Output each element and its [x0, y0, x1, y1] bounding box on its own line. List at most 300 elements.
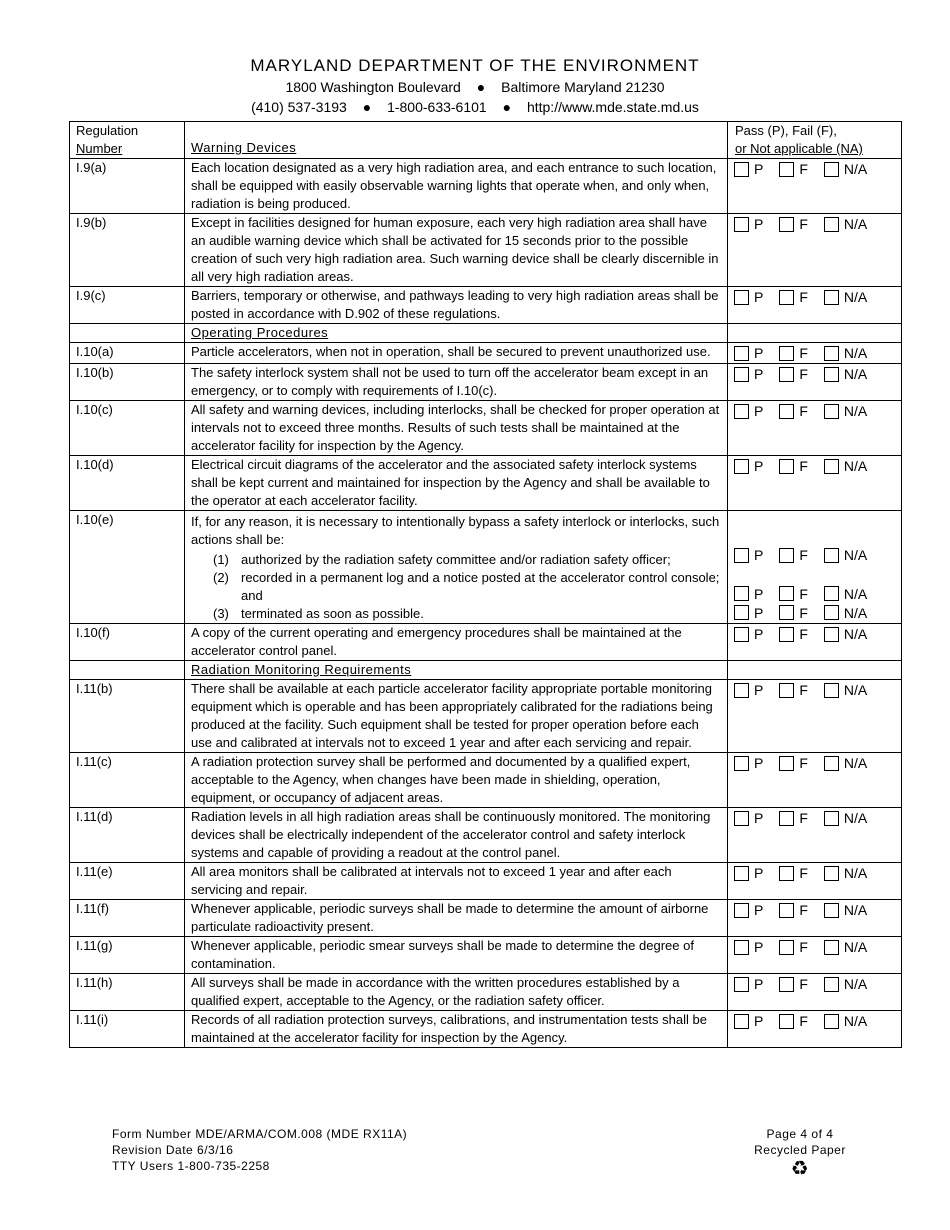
table-row — [70, 680, 902, 753]
checkbox-f[interactable] — [779, 683, 794, 698]
option-f — [779, 604, 808, 622]
checkbox-label-f: F — [799, 604, 808, 621]
section-heading-operating: Operating Procedures — [185, 324, 728, 343]
checkbox-f[interactable] — [779, 866, 794, 881]
pass-fail-line — [734, 1011, 895, 1031]
agency-title: MARYLAND DEPARTMENT OF THE ENVIRONMENT — [250, 56, 700, 75]
checkbox-label-f: F — [799, 403, 808, 419]
checkbox-p[interactable] — [734, 459, 749, 474]
regulation-number: I.11(e) — [70, 863, 185, 900]
checkbox-f[interactable] — [779, 977, 794, 992]
checkbox-label-f: F — [799, 865, 808, 881]
regulation-number: I.9(b) — [70, 214, 185, 287]
checkbox-p[interactable] — [734, 404, 749, 419]
checkbox-na[interactable] — [824, 586, 839, 601]
requirement-text: Radiation levels in all high radiation areas shall be continuously monitored. The monitoring devices shall be electrically independent of the accelerator control and safety interlock systems and capable of providing a readout at the control panel. — [185, 808, 728, 863]
regulation-number: I.10(d) — [70, 456, 185, 511]
checkbox-na[interactable] — [824, 1014, 839, 1029]
option-p — [734, 864, 763, 882]
item-number: (3) — [213, 606, 229, 621]
checkbox-f[interactable] — [779, 217, 794, 232]
list-item — [213, 551, 721, 569]
pass-fail-options — [728, 937, 902, 974]
regulation-number: I.11(i) — [70, 1011, 185, 1048]
requirement-text: Records of all radiation protection surveys, calibrations, and instrumentation tests shall be maintained at the accelerator facility for inspection by the Agency. — [185, 1011, 728, 1048]
table-row — [70, 159, 902, 214]
pass-fail-line — [734, 364, 895, 384]
section-row — [70, 324, 902, 343]
checkbox-f[interactable] — [779, 903, 794, 918]
option-p — [734, 1012, 763, 1030]
sub-item-list — [213, 551, 721, 623]
requirement-text: All safety and warning devices, including interlocks, shall be checked for proper operation at intervals not to exceed three months. Results of such tests shall be maintained at the accelerator facility for inspection by the Agency. — [185, 401, 728, 456]
regulation-number: I.11(g) — [70, 937, 185, 974]
option-na — [824, 938, 867, 956]
checkbox-p[interactable] — [734, 977, 749, 992]
inspection-checklist-table — [69, 121, 902, 1048]
checkbox-label-f: F — [799, 289, 808, 305]
checkbox-label-p: P — [754, 939, 764, 955]
checkbox-label-p: P — [754, 1013, 764, 1029]
option-f — [779, 344, 808, 362]
regulation-number-header — [70, 122, 185, 159]
checkbox-f[interactable] — [779, 586, 794, 601]
requirement-text: Each location designated as a very high radiation area, and each entrance to such location, shall be equipped with easily observable warning lights that operate when, and only when, radiation is being produced. — [185, 159, 728, 214]
requirement-text: A radiation protection survey shall be performed and documented by a qualified expert, acceptable to the Agency, when changes have been made in shielding, operation, equipment, or occupancy of adjacent areas. — [185, 753, 728, 808]
letterhead — [0, 55, 950, 117]
street-address: 1800 Washington Boulevard — [285, 79, 461, 95]
table-row — [70, 1011, 902, 1048]
checkbox-label-f: F — [799, 161, 808, 177]
list-item — [213, 605, 721, 623]
checkbox-label-na: N/A — [843, 810, 868, 826]
option-f — [779, 288, 808, 306]
pass-fail-line — [734, 343, 895, 363]
checkbox-na[interactable] — [824, 866, 839, 881]
table-row — [70, 900, 902, 937]
pass-fail-options — [728, 1011, 902, 1048]
regulation-number: I.10(c) — [70, 401, 185, 456]
checkbox-na[interactable] — [824, 940, 839, 955]
option-p — [734, 344, 763, 362]
checkbox-label-p: P — [754, 604, 764, 621]
option-f — [779, 625, 808, 643]
list-item — [213, 569, 721, 605]
pass-fail-options — [728, 900, 902, 937]
checkbox-label-p: P — [754, 547, 764, 563]
item-number: (1) — [213, 552, 229, 567]
regulation-number: I.11(b) — [70, 680, 185, 753]
checkbox-label-na: N/A — [843, 216, 868, 232]
table-row — [70, 974, 902, 1011]
checkbox-na[interactable] — [824, 404, 839, 419]
pass-fail-options — [728, 343, 902, 364]
empty-cell — [728, 324, 902, 343]
regulation-number: I.10(b) — [70, 364, 185, 401]
table-row — [70, 937, 902, 974]
item-number: (2) — [213, 570, 229, 585]
option-f — [779, 365, 808, 383]
table-row — [70, 343, 902, 364]
pass-fail-line — [734, 214, 895, 234]
item-text: recorded in a permanent log and a notice posted at the accelerator control console; and — [241, 570, 720, 603]
phone-number: (410) 537-3193 — [251, 99, 347, 115]
regulation-number: I.11(d) — [70, 808, 185, 863]
checkbox-label-f: F — [799, 810, 808, 826]
option-f — [779, 457, 808, 475]
checkbox-label-p: P — [754, 585, 764, 602]
option-p — [734, 402, 763, 420]
checkbox-f[interactable] — [779, 756, 794, 771]
regulation-number: I.10(f) — [70, 624, 185, 661]
checkbox-label-p: P — [754, 755, 764, 771]
checkbox-f[interactable] — [779, 162, 794, 177]
pass-fail-options — [728, 456, 902, 511]
page-footer — [735, 1126, 865, 1180]
pass-fail-options — [728, 214, 902, 287]
checkbox-na[interactable] — [824, 977, 839, 992]
checkbox-label-p: P — [754, 161, 764, 177]
pass-fail-options-multi — [728, 511, 902, 624]
recycle-icon: ♻ — [790, 1158, 810, 1180]
empty-cell — [70, 324, 185, 343]
checkbox-p[interactable] — [734, 903, 749, 918]
pass-fail-line — [734, 624, 895, 644]
checkbox-label-p: P — [754, 865, 764, 881]
option-na — [824, 1012, 867, 1030]
checkbox-na[interactable] — [824, 162, 839, 177]
checkbox-label-f: F — [799, 366, 808, 382]
checkbox-label-na: N/A — [843, 604, 868, 621]
header-text: Number — [76, 141, 123, 156]
regulation-number: I.10(e) — [70, 511, 185, 624]
checkbox-label-f: F — [799, 755, 808, 771]
table-row — [70, 863, 902, 900]
checkbox-label-na: N/A — [843, 682, 868, 698]
option-p — [734, 215, 763, 233]
revision-date: Revision Date 6/3/16 — [112, 1143, 234, 1157]
checkbox-label-na: N/A — [843, 976, 868, 992]
regulation-number: I.10(a) — [70, 343, 185, 364]
option-f — [779, 402, 808, 420]
option-na — [824, 809, 867, 827]
checkbox-f[interactable] — [779, 346, 794, 361]
checkbox-p[interactable] — [734, 217, 749, 232]
header-text: Warning Devices — [191, 140, 297, 155]
pass-fail-options — [728, 808, 902, 863]
pass-fail-options — [728, 753, 902, 808]
option-p — [734, 546, 763, 564]
checkbox-label-na: N/A — [843, 161, 868, 177]
pass-fail-line — [734, 456, 895, 476]
checkbox-f[interactable] — [779, 1014, 794, 1029]
table-row — [70, 287, 902, 324]
checkbox-label-f: F — [799, 585, 808, 602]
requirement-text: Whenever applicable, periodic surveys shall be made to determine the amount of airborne particulate radioactivity present. — [185, 900, 728, 937]
pass-fail-options — [728, 401, 902, 456]
checkbox-na[interactable] — [824, 605, 839, 620]
table-row — [70, 753, 902, 808]
pass-fail-options — [728, 974, 902, 1011]
table-row — [70, 808, 902, 863]
checkbox-label-na: N/A — [843, 547, 868, 563]
checkbox-na[interactable] — [824, 903, 839, 918]
checkbox-label-f: F — [799, 976, 808, 992]
option-na — [824, 288, 867, 306]
checkbox-label-p: P — [754, 458, 764, 474]
checkbox-f[interactable] — [779, 404, 794, 419]
option-f — [779, 809, 808, 827]
header-text: Regulation — [76, 123, 139, 138]
checkbox-na[interactable] — [824, 548, 839, 563]
option-na — [824, 546, 867, 564]
recycled-paper-label: Recycled Paper — [754, 1143, 846, 1157]
address-line — [0, 77, 950, 97]
requirement-text: Electrical circuit diagrams of the accelerator and the associated safety interlock systems shall be kept current and maintained for inspection by the Agency and shall be available to the operator at each accelerator facility. — [185, 456, 728, 511]
option-p — [734, 681, 763, 699]
checkbox-label-na: N/A — [843, 585, 868, 602]
checkbox-label-na: N/A — [843, 1013, 868, 1029]
table-row — [70, 401, 902, 456]
checkbox-label-p: P — [754, 976, 764, 992]
checkbox-f[interactable] — [779, 459, 794, 474]
table-row — [70, 456, 902, 511]
option-p — [734, 901, 763, 919]
checkbox-label-f: F — [799, 939, 808, 955]
checkbox-p[interactable] — [734, 290, 749, 305]
option-na — [824, 402, 867, 420]
pass-fail-options — [728, 287, 902, 324]
section-heading-radiation: Radiation Monitoring Requirements — [185, 661, 728, 680]
warning-devices-header — [185, 122, 728, 159]
bullet-separator: ● — [362, 99, 372, 115]
requirement-text: There shall be available at each particle accelerator facility appropriate portable monitoring equipment which is operable and has been appropriately calibrated for the radiations being produced at the facility. Such equipment shall be tested for proper operation before each use and calibrated at intervals not to exceed 1 year and after each servicing and repair. — [185, 680, 728, 753]
option-f — [779, 585, 808, 603]
checkbox-label-f: F — [799, 345, 808, 361]
bullet-separator: ● — [502, 99, 512, 115]
option-p — [734, 585, 763, 603]
option-f — [779, 754, 808, 772]
table-header-row — [70, 122, 902, 159]
option-p — [734, 604, 763, 622]
checkbox-na[interactable] — [824, 367, 839, 382]
checkbox-label-na: N/A — [843, 403, 868, 419]
tollfree-number: 1-800-633-6101 — [387, 99, 487, 115]
requirement-text: Except in facilities designed for human exposure, each very high radiation area shall have an audible warning device which shall be activated for 15 seconds prior to the possible creation of such very high radiation area. Such warning device shall be clearly discernible in all very high radiation areas. — [185, 214, 728, 287]
checkbox-label-f: F — [799, 682, 808, 698]
table-row — [70, 624, 902, 661]
pass-fail-options — [728, 680, 902, 753]
pass-fail-options — [728, 159, 902, 214]
option-f — [779, 864, 808, 882]
contact-line — [0, 97, 950, 117]
option-p — [734, 938, 763, 956]
regulation-number: I.9(c) — [70, 287, 185, 324]
regulation-number: I.11(c) — [70, 753, 185, 808]
option-na — [824, 160, 867, 178]
requirement-text: Particle accelerators, when not in operation, shall be secured to prevent unauthorized use. — [185, 343, 728, 364]
option-f — [779, 938, 808, 956]
checkbox-f[interactable] — [779, 367, 794, 382]
checkbox-na[interactable] — [824, 683, 839, 698]
empty-cell — [728, 661, 902, 680]
requirement-text: All surveys shall be made in accordance with the written procedures established by a qualified expert, acceptable to the Agency, or the radiation safety officer. — [185, 974, 728, 1011]
checkbox-label-p: P — [754, 289, 764, 305]
table-row — [70, 511, 902, 624]
pass-fail-line — [734, 974, 895, 994]
checkbox-label-na: N/A — [843, 345, 868, 361]
pass-fail-line — [734, 287, 895, 307]
requirement-text: A copy of the current operating and emergency procedures shall be maintained at the accelerator control panel. — [185, 624, 728, 661]
checkbox-p[interactable] — [734, 683, 749, 698]
table-row — [70, 364, 902, 401]
regulation-number: I.11(h) — [70, 974, 185, 1011]
checkbox-p[interactable] — [734, 1014, 749, 1029]
checkbox-p[interactable] — [734, 548, 749, 563]
checkbox-label-f: F — [799, 216, 808, 232]
pass-fail-line — [734, 680, 895, 700]
pass-fail-line — [734, 753, 895, 773]
checkbox-p[interactable] — [734, 162, 749, 177]
checkbox-label-na: N/A — [843, 865, 868, 881]
option-na — [824, 585, 867, 603]
pass-fail-options — [728, 624, 902, 661]
regulation-number: I.9(a) — [70, 159, 185, 214]
checkbox-label-na: N/A — [843, 458, 868, 474]
checkbox-p[interactable] — [734, 367, 749, 382]
checkbox-label-f: F — [799, 902, 808, 918]
pass-fail-line — [734, 937, 895, 957]
checkbox-label-p: P — [754, 626, 764, 642]
checkbox-p[interactable] — [734, 605, 749, 620]
checkbox-p[interactable] — [734, 756, 749, 771]
checkbox-f[interactable] — [779, 548, 794, 563]
header-text: or Not applicable (NA) — [735, 141, 863, 156]
checkbox-label-p: P — [754, 403, 764, 419]
checkbox-na[interactable] — [824, 627, 839, 642]
requirement-text: All area monitors shall be calibrated at intervals not to exceed 1 year and after each servicing and repair. — [185, 863, 728, 900]
requirement-intro: If, for any reason, it is necessary to intentionally bypass a safety interlock or interlocks, such actions shall be: — [191, 514, 720, 547]
option-p — [734, 160, 763, 178]
checkbox-label-p: P — [754, 216, 764, 232]
empty-cell — [70, 661, 185, 680]
option-na — [824, 604, 867, 622]
pass-fail-line — [734, 900, 895, 920]
option-f — [779, 1012, 808, 1030]
option-p — [734, 975, 763, 993]
option-p — [734, 754, 763, 772]
option-na — [824, 215, 867, 233]
item-text: authorized by the radiation safety committee and/or radiation safety officer; — [241, 552, 671, 567]
pass-fail-line — [734, 808, 895, 828]
checkbox-label-p: P — [754, 345, 764, 361]
item-text: terminated as soon as possible. — [241, 606, 424, 621]
checkbox-p[interactable] — [734, 811, 749, 826]
option-na — [824, 975, 867, 993]
option-f — [779, 215, 808, 233]
option-na — [824, 754, 867, 772]
website-link[interactable]: http://www.mde.state.md.us — [526, 99, 699, 115]
checkbox-label-na: N/A — [843, 289, 868, 305]
checkbox-label-p: P — [754, 366, 764, 382]
bullet-separator: ● — [476, 79, 486, 95]
option-na — [824, 625, 867, 643]
checkbox-na[interactable] — [824, 346, 839, 361]
checkbox-na[interactable] — [824, 217, 839, 232]
requirement-text — [185, 511, 728, 624]
option-f — [779, 901, 808, 919]
checkbox-f[interactable] — [779, 290, 794, 305]
requirement-text: Barriers, temporary or otherwise, and pathways leading to very high radiation areas shall be posted in accordance with D.902 of these regulations. — [185, 287, 728, 324]
option-na — [824, 344, 867, 362]
tty-number: TTY Users 1-800-735-2258 — [112, 1159, 270, 1173]
checkbox-label-f: F — [799, 626, 808, 642]
checkbox-p[interactable] — [734, 627, 749, 642]
requirement-text: Whenever applicable, periodic smear surveys shall be made to determine the degree of contamination. — [185, 937, 728, 974]
checkbox-p[interactable] — [734, 866, 749, 881]
option-na — [824, 901, 867, 919]
checkbox-na[interactable] — [824, 459, 839, 474]
pass-fail-line — [734, 159, 895, 179]
checkbox-na[interactable] — [824, 290, 839, 305]
header-text: Pass (P), Fail (F), — [735, 123, 837, 138]
checkbox-label-f: F — [799, 547, 808, 563]
page-number: Page 4 of 4 — [766, 1127, 834, 1141]
pass-fail-line-3 — [734, 603, 895, 622]
form-footer — [112, 1126, 407, 1174]
pass-fail-line — [734, 401, 895, 421]
option-na — [824, 864, 867, 882]
section-row — [70, 661, 902, 680]
city-address: Baltimore Maryland 21230 — [501, 79, 665, 95]
checkbox-na[interactable] — [824, 756, 839, 771]
option-p — [734, 365, 763, 383]
option-p — [734, 288, 763, 306]
checkbox-f[interactable] — [779, 940, 794, 955]
option-f — [779, 681, 808, 699]
pass-fail-line — [734, 863, 895, 883]
option-f — [779, 975, 808, 993]
form-number: Form Number MDE/ARMA/COM.008 (MDE RX11A) — [112, 1127, 408, 1141]
option-f — [779, 160, 808, 178]
checkbox-label-na: N/A — [843, 755, 868, 771]
checkbox-f[interactable] — [779, 627, 794, 642]
checkbox-label-f: F — [799, 1013, 808, 1029]
option-na — [824, 681, 867, 699]
pass-fail-line-1 — [734, 545, 895, 565]
checkbox-label-na: N/A — [843, 902, 868, 918]
regulation-number: I.11(f) — [70, 900, 185, 937]
pass-fail-header — [728, 122, 902, 159]
pass-fail-line-2 — [734, 584, 895, 603]
option-p — [734, 625, 763, 643]
table-row — [70, 214, 902, 287]
pass-fail-options — [728, 364, 902, 401]
option-na — [824, 365, 867, 383]
checkbox-label-na: N/A — [843, 626, 868, 642]
checkbox-p[interactable] — [734, 586, 749, 601]
pass-fail-options — [728, 863, 902, 900]
checkbox-label-p: P — [754, 902, 764, 918]
checkbox-label-na: N/A — [843, 939, 868, 955]
option-f — [779, 546, 808, 564]
checkbox-p[interactable] — [734, 940, 749, 955]
option-p — [734, 457, 763, 475]
checkbox-p[interactable] — [734, 346, 749, 361]
checkbox-f[interactable] — [779, 605, 794, 620]
checkbox-na[interactable] — [824, 811, 839, 826]
checkbox-f[interactable] — [779, 811, 794, 826]
